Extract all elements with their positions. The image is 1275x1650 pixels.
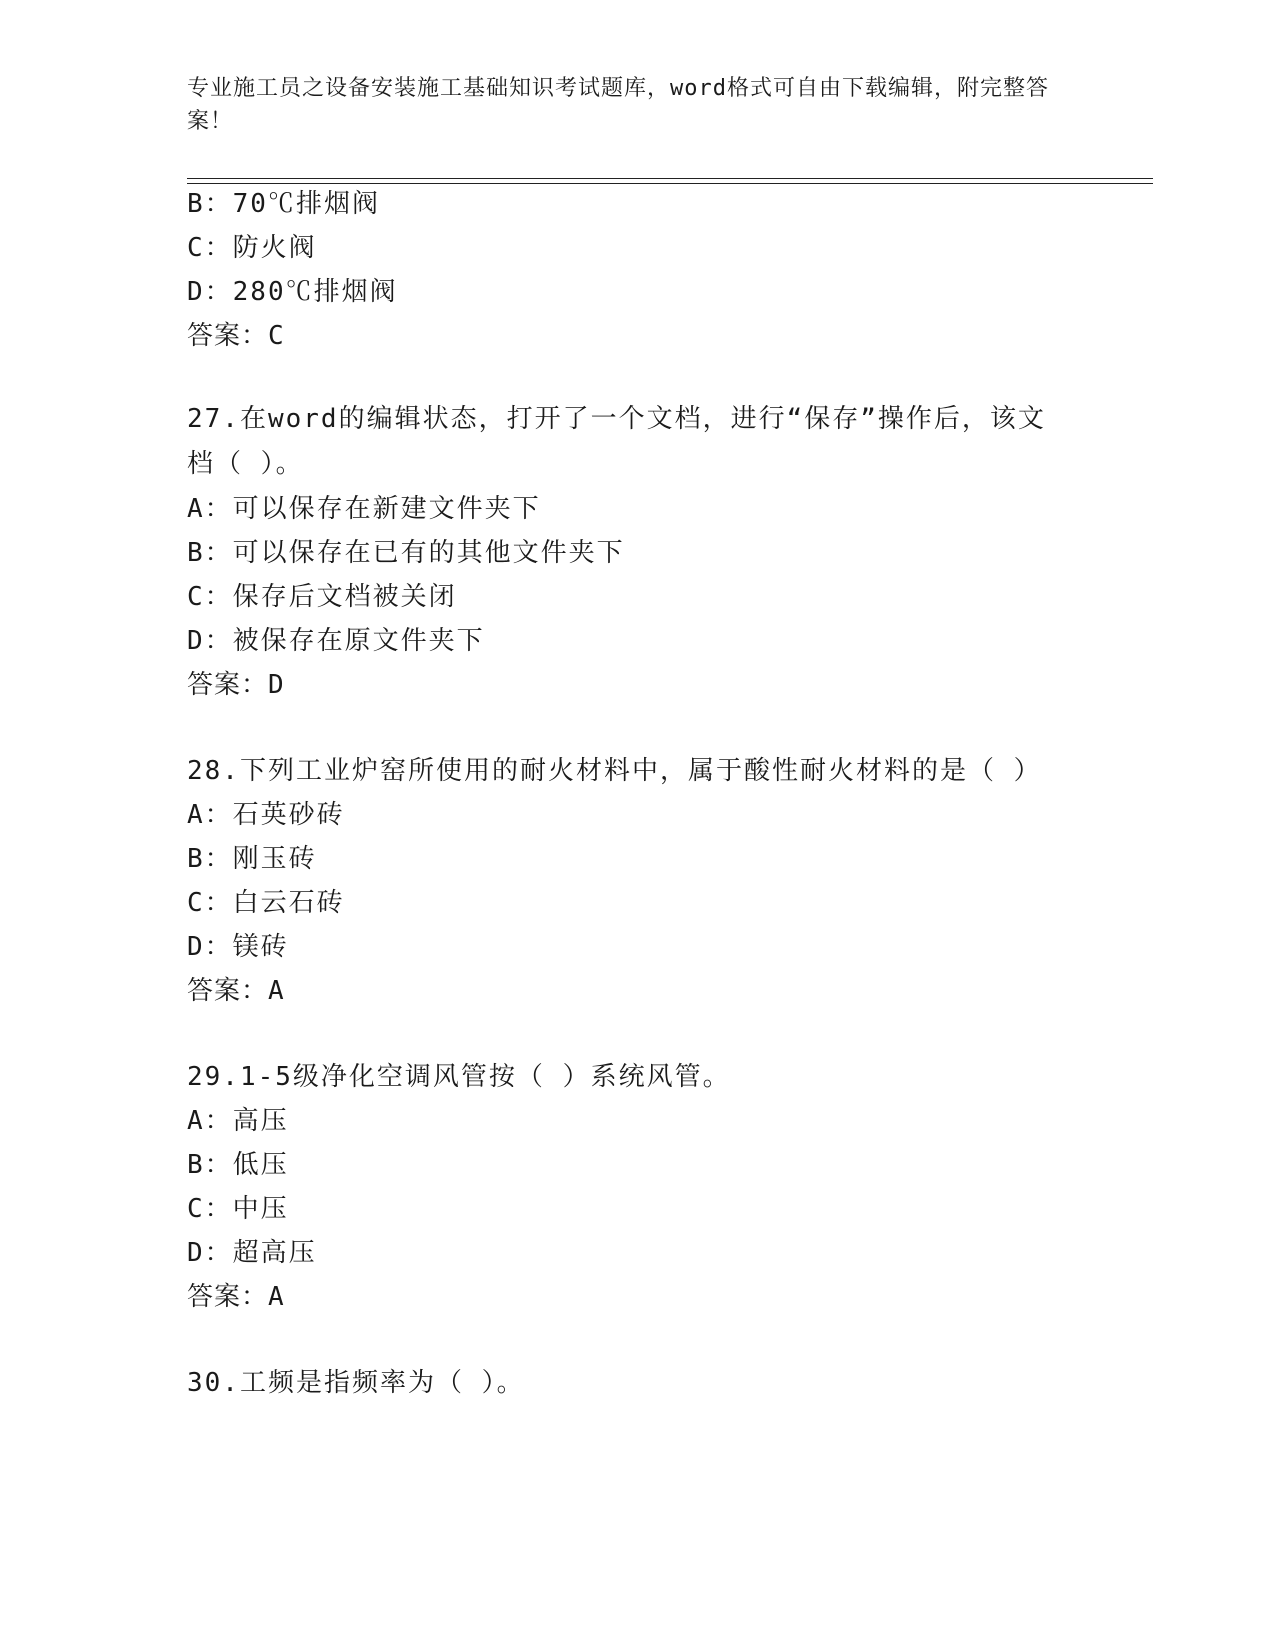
q29-answer: 答案：A [187, 1282, 285, 1312]
q27-option-d: D：被保存在原文件夹下 [187, 626, 485, 656]
q30-stem: 30.工频是指频率为（ ）。 [187, 1368, 525, 1398]
q26-answer: 答案：C [187, 321, 285, 351]
q28-option-c: C：白云石砖 [187, 888, 345, 918]
header-divider-top [187, 178, 1153, 179]
q27-stem: 27.在word的编辑状态，打开了一个文档，进行“保存”操作后，该文档（ ）。 [187, 404, 1046, 479]
header-divider-bottom [187, 183, 1153, 184]
q28-option-b: B：刚玉砖 [187, 844, 317, 874]
q29-stem: 29.1-5级净化空调风管按（ ）系统风管。 [187, 1062, 731, 1092]
q27-answer: 答案：D [187, 670, 285, 700]
q27-option-a: A：可以保存在新建文件夹下 [187, 494, 541, 524]
q27-option-b: B：可以保存在已有的其他文件夹下 [187, 538, 625, 568]
q27-option-c: C：保存后文档被关闭 [187, 582, 457, 612]
q29-option-b: B：低压 [187, 1150, 289, 1180]
q26-option-c: C：防火阀 [187, 233, 317, 263]
q28-option-d: D：镁砖 [187, 932, 289, 962]
q28-answer: 答案：A [187, 976, 285, 1006]
document-header: 专业施工员之设备安装施工基础知识考试题库，word格式可自由下载编辑，附完整答案！ [187, 76, 1049, 134]
q29-option-c: C：中压 [187, 1194, 289, 1224]
q26-option-b: B：70℃排烟阀 [187, 189, 380, 219]
q28-stem: 28.下列工业炉窑所使用的耐火材料中，属于酸性耐火材料的是（ ） [187, 756, 1042, 786]
q26-option-d: D：280℃排烟阀 [187, 277, 398, 307]
q28-option-a: A：石英砂砖 [187, 800, 345, 830]
q29-option-d: D：超高压 [187, 1238, 317, 1268]
q29-option-a: A：高压 [187, 1106, 289, 1136]
